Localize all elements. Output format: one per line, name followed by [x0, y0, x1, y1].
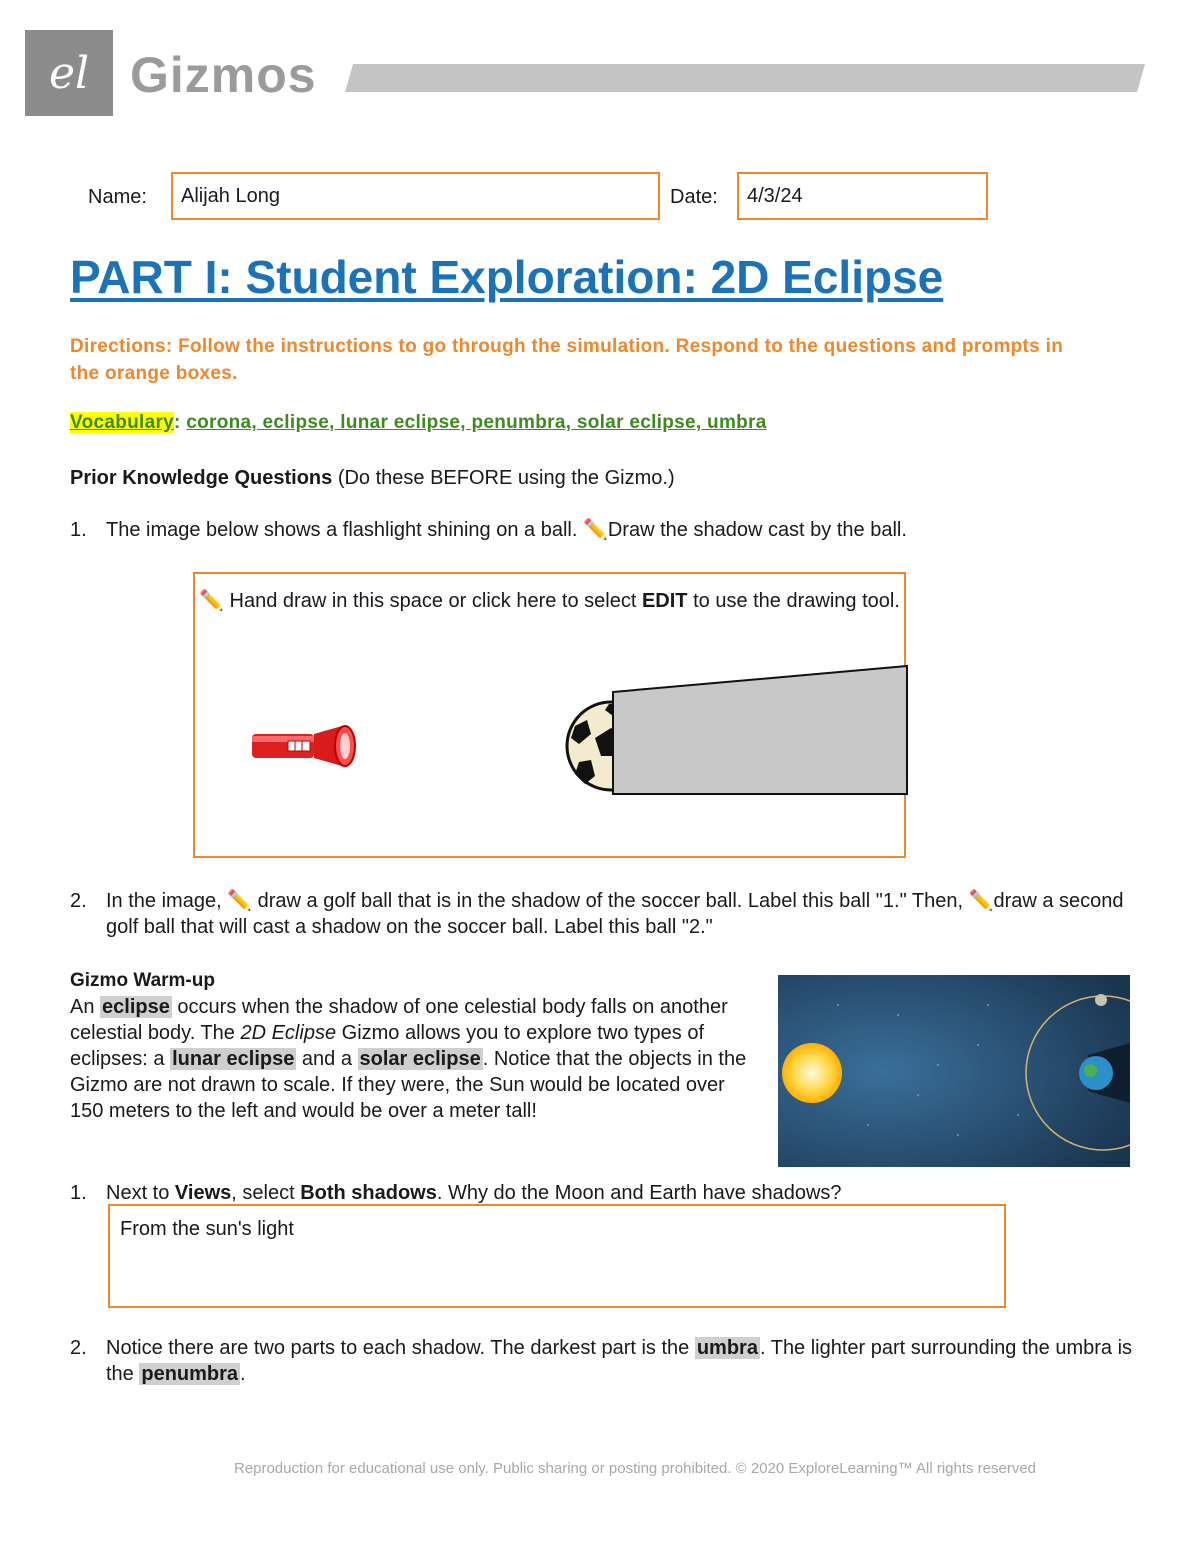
warmup-heading: Gizmo Warm-up — [70, 970, 215, 991]
warmup-q1-text-a: Next to — [106, 1182, 175, 1204]
question-2-text-a: In the image, — [106, 890, 228, 912]
pencil-icon: ✏️ — [968, 890, 994, 912]
name-field[interactable] — [171, 172, 660, 220]
warmup-q1-text-b: , select — [231, 1182, 301, 1204]
term-penumbra: penumbra — [141, 1363, 239, 1385]
warmup-text-b: occurs when the shadow of one celestial body falls on another celestial body. The — [70, 996, 728, 1044]
directions: Directions: Follow the instructions to go through the simulation. Respond to the questions and prompts in the orange boxes. — [70, 336, 1064, 384]
edit-link[interactable]: EDIT — [641, 590, 688, 612]
term-umbra: umbra — [696, 1337, 758, 1359]
warmup-q1-number: 1. — [70, 1182, 87, 1204]
brand-name: Gizmos — [130, 47, 317, 103]
views-label: Views — [174, 1182, 232, 1204]
brand-logo — [25, 30, 113, 116]
prior-knowledge-heading — [70, 465, 675, 491]
name-label: Name: — [88, 186, 147, 208]
term-eclipse: eclipse — [102, 996, 170, 1018]
warmup-q1-text-c: . Why do the Moon and Earth have shadows? — [436, 1182, 842, 1204]
term-solar-eclipse: solar eclipse — [359, 1048, 481, 1070]
question-1-text: The image below shows a flashlight shining on a ball. — [106, 519, 583, 541]
answer-box-1[interactable] — [108, 1204, 1006, 1308]
both-shadows-label: Both shadows — [300, 1182, 437, 1204]
warmup-q2-text-a: Notice there are two parts to each shadow. The darkest part is the — [106, 1337, 695, 1359]
date-label: Date: — [670, 186, 718, 208]
warmup-paragraph — [70, 994, 760, 1124]
vocabulary-terms: corona, eclipse, lunar eclipse, penumbra, solar eclipse, umbra — [186, 412, 767, 433]
term-lunar-eclipse: lunar eclipse — [172, 1048, 295, 1070]
header-bar — [345, 64, 1145, 92]
warmup-q2-number: 2. — [70, 1337, 87, 1359]
warmup-q2 — [106, 1335, 1136, 1387]
footer-copyright: Reproduction for educational use only. Public sharing or posting prohibited. © 2020 ExploreLearning™ All rights reserved — [233, 1460, 1037, 1477]
shadow-drawing — [609, 664, 909, 798]
answer-1-text: From the sun's light — [120, 1218, 294, 1240]
warmup-text-d: and a — [296, 1048, 358, 1070]
warmup-q2-text-b: . The lighter part surrounding the umbra is the — [106, 1337, 1133, 1385]
date-field[interactable] — [737, 172, 988, 220]
prior-heading-text: Prior Knowledge Questions — [70, 467, 333, 489]
question-2-text-b: draw a golf ball that is in the shadow of the soccer ball. Label this ball "1." Then, — [252, 890, 969, 912]
question-1-number: 1. — [70, 519, 87, 541]
pencil-icon: ✏️ — [582, 519, 608, 541]
moon-icon — [1095, 994, 1107, 1006]
vocabulary: Vocabulary: corona, eclipse, lunar eclipse, penumbra, solar eclipse, umbra — [70, 412, 767, 433]
gizmo-name: 2D Eclipse — [240, 1022, 337, 1044]
page-title: PART I: Student Exploration: 2D Eclipse — [70, 251, 944, 303]
pencil-icon: ✏️ — [199, 590, 224, 612]
eclipse-gizmo-image — [778, 975, 1130, 1167]
drawing-prompt[interactable] — [195, 588, 904, 615]
drawing-prompt-text-2: to use the drawing tool. — [687, 590, 900, 612]
sun-icon — [782, 1043, 842, 1103]
logo-glyph: el — [48, 48, 90, 99]
question-2 — [106, 888, 1136, 940]
drawing-area[interactable] — [193, 572, 906, 858]
prior-heading-note: (Do these BEFORE using the Gizmo.) — [337, 467, 675, 489]
warmup-text-e: . Notice that the objects in the Gizmo are not drawn to scale. If they were, the Sun would be located over 150 meters to the left and would be over a meter tall! — [70, 1048, 747, 1122]
question-2-number: 2. — [70, 890, 87, 912]
pencil-icon: ✏️ — [227, 890, 253, 912]
warmup-q1 — [106, 1180, 1106, 1206]
warmup-text-c: Gizmo allows you to explore two types of eclipses: a — [70, 1022, 705, 1070]
question-1 — [106, 517, 1106, 543]
warmup-q2-text-c: . — [240, 1363, 246, 1385]
vocabulary-label: Vocabulary — [70, 412, 175, 433]
warmup-text-a: An — [70, 996, 101, 1018]
name-value: Alijah Long — [181, 184, 280, 207]
drawing-prompt-text: Hand draw in this space or click here to select — [224, 590, 642, 612]
question-1-text-2: Draw the shadow cast by the ball. — [607, 519, 907, 541]
question-2-text-c: draw a second golf ball that will cast a shadow on the soccer ball. Label this ball "2." — [106, 890, 1124, 938]
flashlight-icon — [250, 724, 360, 769]
date-value: 4/3/24 — [747, 184, 803, 207]
